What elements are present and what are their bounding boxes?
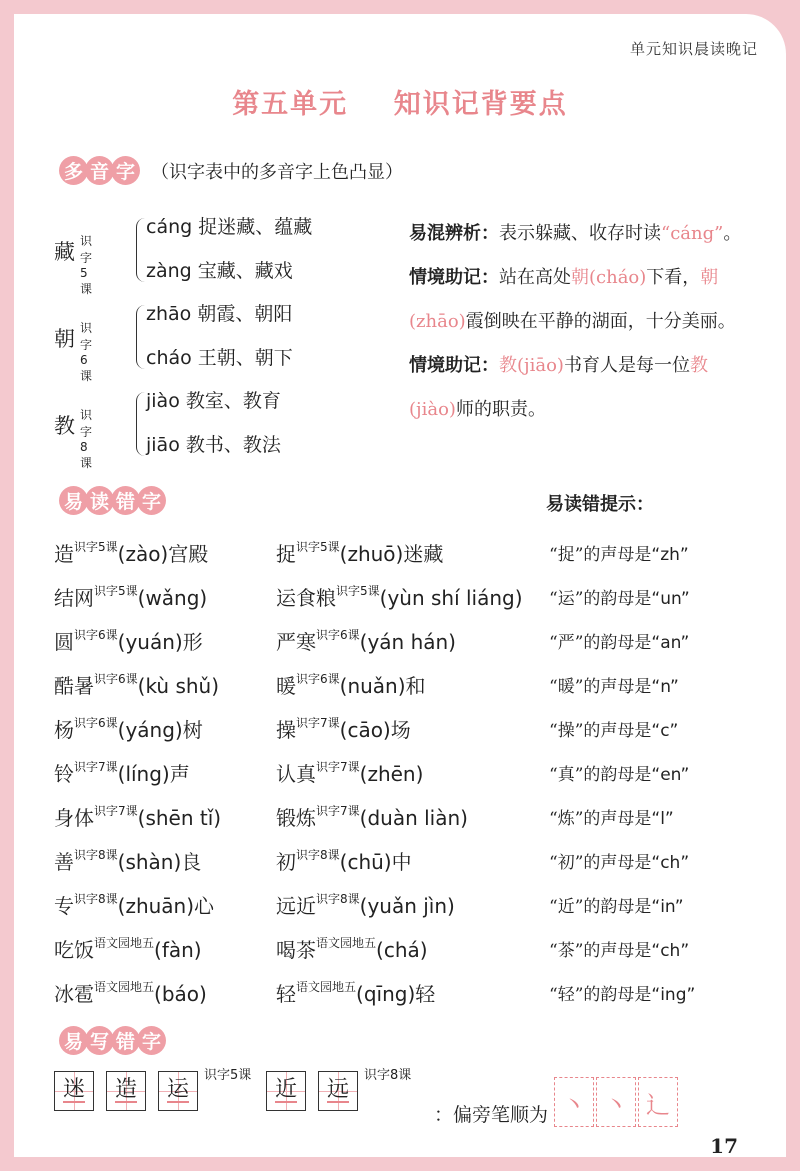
- hint-text: “捉”的声母是: [549, 545, 652, 565]
- hint-pinyin: “en”: [651, 765, 690, 785]
- misread-chars: 造: [54, 542, 74, 566]
- note-text: 朝(zhāo): [409, 267, 719, 332]
- polyphone-char: 藏: [54, 240, 75, 264]
- misread-pinyin: (qīng): [356, 982, 416, 1006]
- note-text: 下看，: [646, 267, 701, 288]
- misread-lesson: 识字5课: [296, 540, 340, 554]
- misread-suffix: 树: [182, 718, 203, 742]
- misread-word: [54, 670, 219, 699]
- misread-pinyin: (shēn tǐ): [137, 806, 222, 830]
- polyphone-brace: [136, 305, 145, 369]
- misread-word: [276, 934, 428, 963]
- misread-word: [276, 802, 468, 831]
- misread-section-header: [59, 486, 163, 515]
- hint-pinyin: “c”: [651, 721, 679, 741]
- misread-pinyin: (yán hán): [359, 630, 456, 654]
- misread-word: [54, 582, 207, 611]
- misread-pinyin: (zào): [117, 542, 169, 566]
- misread-chars: 操: [276, 718, 296, 742]
- misread-suffix: 场: [390, 718, 411, 742]
- note-label: 易混辨析：: [409, 223, 499, 244]
- misread-pinyin: (chū): [339, 850, 392, 874]
- misread-hint-title: 易读错提示：: [546, 494, 654, 515]
- misread-hint: [549, 672, 679, 697]
- misread-word: [276, 846, 412, 875]
- polyphone-notes: [409, 212, 749, 432]
- note-text: 师的职责。: [455, 399, 546, 420]
- reading-words: 王朝、朝下: [191, 347, 293, 369]
- misread-pinyin: (zhuān): [117, 894, 195, 918]
- hint-text: “茶”的声母是: [549, 941, 652, 961]
- misread-suffix: 轻: [415, 982, 436, 1006]
- hint-pinyin: “ing”: [651, 985, 696, 1005]
- misread-word: [276, 582, 523, 611]
- misread-pinyin: (líng): [117, 762, 170, 786]
- hint-pinyin: “zh”: [651, 545, 689, 565]
- misread-word: [54, 626, 203, 655]
- badge-char: 错: [111, 486, 140, 515]
- polyphone-reading: [146, 386, 281, 413]
- stroke-order-box: 辶: [638, 1077, 678, 1127]
- hint-pinyin: “n”: [651, 677, 679, 697]
- misread-badge: [59, 486, 163, 515]
- misread-chars: 铃: [54, 762, 74, 786]
- page-title: 第五单元 知识记背要点: [232, 89, 568, 120]
- misread-chars: 善: [54, 850, 74, 874]
- note-text: 霞倒映在平静的湖面，十分美丽。: [465, 311, 736, 332]
- write-char: 近: [274, 1077, 297, 1102]
- misread-pinyin: (duàn liàn): [359, 806, 468, 830]
- write-char-box: [318, 1071, 358, 1111]
- write-char: 造: [114, 1077, 137, 1102]
- badge-char: 多: [59, 156, 88, 185]
- misread-suffix: 中: [391, 850, 412, 874]
- note-text: 教(jiāo): [499, 355, 564, 376]
- note-paragraph: [409, 256, 749, 344]
- polyphone-char: 朝: [54, 327, 75, 351]
- misread-lesson: 识字8课: [74, 848, 118, 862]
- polyphone-lesson: 识字5课: [80, 234, 93, 296]
- misread-hint: [549, 980, 695, 1005]
- hint-text: “轻”的韵母是: [549, 985, 652, 1005]
- miswrite-badge: [59, 1026, 163, 1055]
- hint-text: “严”的韵母是: [549, 633, 652, 653]
- misread-chars: 结网: [54, 586, 94, 610]
- misread-chars: 运食粮: [276, 586, 336, 610]
- misread-chars: 身体: [54, 806, 94, 830]
- reading-pinyin: cáng: [146, 216, 193, 238]
- reading-pinyin: zhāo: [146, 303, 192, 325]
- misread-chars: 专: [54, 894, 74, 918]
- hint-text: “真”的韵母是: [549, 765, 652, 785]
- misread-chars: 圆: [54, 630, 74, 654]
- misread-chars: 吃饭: [54, 938, 94, 962]
- misread-suffix: 形: [182, 630, 203, 654]
- reading-pinyin: jiāo: [146, 434, 180, 456]
- misread-pinyin: (yáng): [117, 718, 183, 742]
- polyphone-reading: [146, 299, 292, 326]
- polyphone-reading: [146, 430, 281, 457]
- badge-char: 写: [85, 1026, 114, 1055]
- misread-hint: [549, 716, 678, 741]
- misread-suffix: 和: [405, 674, 426, 698]
- misread-word: [54, 934, 202, 963]
- misread-suffix: 良: [181, 850, 202, 874]
- misread-lesson: 识字7课: [316, 804, 360, 818]
- hint-text: “运”的韵母是: [549, 589, 652, 609]
- misread-pinyin: (zhēn): [359, 762, 424, 786]
- misread-pinyin: (wǎng): [137, 586, 208, 610]
- note-text: 表示躲藏、收存时读: [499, 223, 661, 244]
- page: [14, 14, 786, 1157]
- badge-char: 读: [85, 486, 114, 515]
- misread-suffix: 迷藏: [403, 542, 444, 566]
- reading-words: 教书、教法: [179, 434, 281, 456]
- misread-lesson: 识字7课: [316, 760, 360, 774]
- misread-hint: [549, 892, 684, 917]
- hint-pinyin: “in”: [651, 897, 684, 917]
- note-text: 教(jiào): [409, 355, 708, 420]
- misread-pinyin: (yuán): [117, 630, 183, 654]
- hint-pinyin: “l”: [651, 809, 674, 829]
- misread-hint: [549, 540, 689, 565]
- misread-chars: 锻炼: [276, 806, 316, 830]
- misread-lesson: 语文园地五: [316, 936, 377, 950]
- misread-pinyin: (zhuō): [339, 542, 404, 566]
- misread-word: [54, 758, 190, 787]
- misread-lesson: 识字6课: [94, 672, 138, 686]
- polyphone-char: 教: [54, 414, 75, 438]
- polyphone-lesson: 识字6课: [80, 321, 93, 383]
- misread-lesson: 识字6课: [74, 628, 118, 642]
- reading-words: 朝霞、朝阳: [191, 303, 293, 325]
- misread-chars: 暖: [276, 674, 296, 698]
- misread-lesson: 识字8课: [296, 848, 340, 862]
- note-text: 书育人是每一位: [563, 355, 690, 376]
- note-text: 朝(cháo): [571, 267, 647, 288]
- misread-word: [54, 846, 201, 875]
- polyphone-lesson: 识字8课: [80, 408, 93, 470]
- hint-text: “炼”的声母是: [549, 809, 652, 829]
- badge-char: 字: [111, 156, 140, 185]
- badge-char: 音: [85, 156, 114, 185]
- stroke-order-box: 丶: [554, 1077, 594, 1127]
- misread-word: [54, 538, 208, 567]
- misread-pinyin: (chá): [376, 938, 428, 962]
- misread-suffix: 宫殿: [168, 542, 209, 566]
- hint-pinyin: “un”: [651, 589, 690, 609]
- write-char-box: [54, 1071, 94, 1111]
- badge-char: 错: [111, 1026, 140, 1055]
- badge-char: 字: [137, 1026, 166, 1055]
- misread-lesson: 识字6课: [74, 716, 118, 730]
- misread-word: [276, 538, 443, 567]
- write-char-box: [266, 1071, 306, 1111]
- misread-lesson: 识字8课: [74, 892, 118, 906]
- misread-hint: [549, 804, 674, 829]
- polyphone-badge: [59, 156, 137, 185]
- write-char: 远: [326, 1077, 349, 1102]
- misread-hint: [549, 936, 689, 961]
- badge-char: 易: [59, 1026, 88, 1055]
- misread-pinyin: (báo): [154, 982, 207, 1006]
- write-char: 迷: [62, 1077, 85, 1102]
- misread-lesson: 识字7课: [296, 716, 340, 730]
- misread-lesson: 识字6课: [296, 672, 340, 686]
- note-paragraph: [409, 212, 749, 256]
- misread-lesson: 识字5课: [94, 584, 138, 598]
- write-char-box: [158, 1071, 198, 1111]
- note-label: 情境助记：: [409, 267, 499, 288]
- misread-chars: 酷暑: [54, 674, 94, 698]
- polyphone-note: （识字表中的多音字上色凸显）: [151, 161, 403, 183]
- misread-lesson: 识字6课: [316, 628, 360, 642]
- misread-pinyin: (cāo): [339, 718, 391, 742]
- polyphone-reading: [146, 212, 312, 239]
- reading-words: 教室、教育: [179, 390, 281, 412]
- misread-word: [276, 714, 411, 743]
- badge-char: 字: [137, 486, 166, 515]
- misread-lesson: 语文园地五: [296, 980, 357, 994]
- misread-pinyin: (yuǎn jìn): [359, 894, 455, 918]
- misread-hint: [549, 760, 689, 785]
- misread-word: [276, 670, 426, 699]
- misread-lesson: 识字5课: [336, 584, 380, 598]
- misread-lesson: 语文园地五: [94, 936, 155, 950]
- page-number: 17: [710, 1134, 738, 1158]
- write-lesson: 识字5课: [204, 1068, 252, 1083]
- badge-char: 易: [59, 486, 88, 515]
- misread-chars: 喝茶: [276, 938, 316, 962]
- write-lesson: 识字8课: [364, 1068, 412, 1083]
- reading-pinyin: cháo: [146, 347, 192, 369]
- note-text: 站在高处: [499, 267, 571, 288]
- note-paragraph: [409, 344, 749, 432]
- misread-suffix: 声: [169, 762, 190, 786]
- polyphone-brace: [136, 218, 145, 282]
- hint-text: “暖”的声母是: [549, 677, 652, 697]
- reading-words: 捉迷藏、蕴藏: [192, 216, 313, 238]
- misread-chars: 认真: [276, 762, 316, 786]
- note-text: “cáng”: [661, 223, 724, 244]
- misread-pinyin: (fàn): [154, 938, 202, 962]
- misread-word: [54, 890, 214, 919]
- stroke-order-label: ：偏旁笔顺为: [434, 1104, 549, 1126]
- misread-pinyin: (yùn shí liáng): [379, 586, 523, 610]
- write-char-box: [106, 1071, 146, 1111]
- misread-chars: 严寒: [276, 630, 316, 654]
- misread-pinyin: (kù shǔ): [137, 674, 220, 698]
- misread-hint: [549, 848, 689, 873]
- polyphone-reading: [146, 343, 293, 370]
- misread-suffix: 心: [194, 894, 215, 918]
- misread-pinyin: (nuǎn): [339, 674, 406, 698]
- misread-lesson: 识字7课: [94, 804, 138, 818]
- polyphone-section-header: [59, 156, 403, 185]
- misread-word: [276, 758, 423, 787]
- misread-chars: 捉: [276, 542, 296, 566]
- note-label: 情境助记：: [409, 355, 499, 376]
- misread-word: [54, 978, 207, 1007]
- misread-word: [276, 626, 456, 655]
- misread-chars: 初: [276, 850, 296, 874]
- misread-word: [276, 978, 435, 1007]
- misread-chars: 远近: [276, 894, 316, 918]
- misread-word: [276, 890, 455, 919]
- note-text: 。: [723, 223, 742, 244]
- misread-word: [54, 714, 203, 743]
- hint-text: “操”的声母是: [549, 721, 652, 741]
- misread-chars: 杨: [54, 718, 74, 742]
- misread-hint: [549, 584, 690, 609]
- misread-lesson: 识字5课: [74, 540, 118, 554]
- misread-word: [54, 802, 221, 831]
- hint-text: “初”的声母是: [549, 853, 652, 873]
- misread-lesson: 语文园地五: [94, 980, 155, 994]
- misread-hint: [549, 628, 689, 653]
- hint-pinyin: “an”: [651, 633, 690, 653]
- reading-pinyin: zàng: [146, 260, 192, 282]
- misread-lesson: 识字8课: [316, 892, 360, 906]
- polyphone-reading: [146, 256, 293, 283]
- misread-lesson: 识字7课: [74, 760, 118, 774]
- miswrite-section-header: [59, 1026, 163, 1055]
- hint-pinyin: “ch”: [651, 853, 690, 873]
- misread-chars: 轻: [276, 982, 296, 1006]
- running-title: 单元知识晨读晚记: [629, 40, 758, 58]
- stroke-order-box: 丶: [596, 1077, 636, 1127]
- reading-pinyin: jiào: [146, 390, 180, 412]
- write-char: 运: [166, 1077, 189, 1102]
- misread-pinyin: (shàn): [117, 850, 182, 874]
- polyphone-brace: [136, 392, 145, 456]
- hint-pinyin: “ch”: [651, 941, 690, 961]
- hint-text: “近”的韵母是: [549, 897, 652, 917]
- reading-words: 宝藏、藏戏: [191, 260, 293, 282]
- misread-chars: 冰雹: [54, 982, 94, 1006]
